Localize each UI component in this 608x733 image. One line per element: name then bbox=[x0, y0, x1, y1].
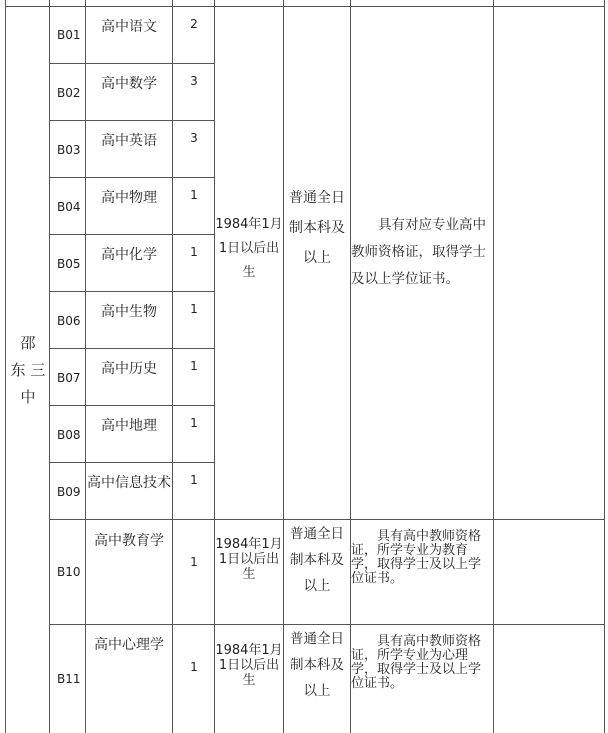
education-line: 普通全日 bbox=[290, 526, 344, 542]
position-count: 3 bbox=[190, 74, 198, 88]
age-line: 生 bbox=[242, 673, 256, 688]
education-line: 以上 bbox=[303, 578, 331, 594]
position-count: 1 bbox=[190, 359, 198, 373]
position-code: B02 bbox=[57, 86, 81, 100]
birth-date-requirement bbox=[215, 213, 283, 285]
position-code: B07 bbox=[57, 371, 81, 385]
grid-line bbox=[49, 120, 215, 121]
position-count: 2 bbox=[190, 17, 198, 31]
position-count: 1 bbox=[190, 302, 198, 316]
subject-name: 高中生物 bbox=[101, 304, 157, 320]
grid-line bbox=[49, 624, 605, 625]
education-line: 普通全日 bbox=[289, 190, 345, 206]
education-line: 普通全日 bbox=[290, 631, 344, 647]
subject-name: 高中历史 bbox=[101, 361, 157, 377]
education-line: 制本科及 bbox=[290, 657, 344, 673]
subject-name: 高中地理 bbox=[101, 418, 157, 434]
grid-line bbox=[49, 63, 215, 64]
subject-name: 高中物理 bbox=[101, 190, 157, 206]
subject-name: 高中信息技术 bbox=[87, 475, 171, 491]
grid-line bbox=[49, 348, 215, 349]
subject-name: 高中语文 bbox=[101, 19, 157, 35]
position-code: B08 bbox=[57, 428, 81, 442]
age-line: 生 bbox=[242, 567, 256, 582]
qualification-requirement: 具有高中教师资格证，所学专业为心理学，取得学士及以上学位证书。 bbox=[351, 634, 482, 691]
age-line: 生 bbox=[242, 265, 256, 280]
position-code: B06 bbox=[57, 314, 81, 328]
subject-name: 高中教育学 bbox=[94, 533, 164, 549]
grid-line bbox=[49, 519, 605, 520]
education-line: 以上 bbox=[303, 250, 331, 266]
position-count: 1 bbox=[190, 245, 198, 259]
position-count: 1 bbox=[190, 188, 198, 202]
school-name-line: 中 bbox=[20, 388, 36, 406]
age-line: 1984年1月 bbox=[215, 643, 283, 658]
education-line: 以上 bbox=[303, 683, 331, 699]
qualification-requirement: 具有高中教师资格证，所学专业为教育学，取得学士及以上学位证书。 bbox=[351, 529, 482, 586]
grid-line bbox=[49, 405, 215, 406]
grid-line bbox=[5, 6, 605, 7]
grid-line bbox=[49, 462, 215, 463]
position-code: B09 bbox=[57, 485, 81, 499]
position-code: B05 bbox=[57, 257, 81, 271]
position-code: B11 bbox=[57, 672, 81, 686]
education-line: 制本科及 bbox=[290, 552, 344, 568]
position-count: 3 bbox=[190, 131, 198, 145]
subject-name: 高中化学 bbox=[101, 247, 157, 263]
position-code: B01 bbox=[57, 28, 81, 42]
position-count: 1 bbox=[190, 660, 198, 674]
position-count: 1 bbox=[190, 473, 198, 487]
education-requirement bbox=[284, 183, 350, 273]
education-line: 制本科及 bbox=[289, 220, 345, 236]
position-code: B03 bbox=[57, 143, 81, 157]
position-code: B04 bbox=[57, 200, 81, 214]
age-line: 1日以后出 bbox=[218, 552, 280, 567]
school-name-line: 东 三 bbox=[10, 361, 46, 379]
school-name bbox=[10, 330, 46, 411]
education-requirement bbox=[284, 626, 350, 704]
subject-name: 高中数学 bbox=[101, 76, 157, 92]
qualification-requirement: 具有对应专业高中教师资格证，取得学士及以上学位证书。 bbox=[351, 217, 486, 287]
grid-line bbox=[5, 0, 6, 733]
position-code: B10 bbox=[57, 565, 81, 579]
age-line: 1984年1月 bbox=[215, 537, 283, 552]
school-name-line: 邵 bbox=[20, 334, 36, 352]
subject-name: 高中英语 bbox=[101, 133, 157, 149]
age-line: 1日以后出 bbox=[218, 241, 280, 256]
age-line: 1日以后出 bbox=[218, 658, 280, 673]
birth-date-requirement bbox=[215, 643, 283, 688]
education-requirement bbox=[284, 521, 350, 599]
grid-line bbox=[49, 177, 215, 178]
grid-line bbox=[49, 234, 215, 235]
position-count: 1 bbox=[190, 555, 198, 569]
subject-name: 高中心理学 bbox=[94, 637, 164, 653]
grid-line bbox=[49, 291, 215, 292]
position-count: 1 bbox=[190, 416, 198, 430]
birth-date-requirement bbox=[215, 537, 283, 582]
age-line: 1984年1月 bbox=[215, 217, 283, 232]
